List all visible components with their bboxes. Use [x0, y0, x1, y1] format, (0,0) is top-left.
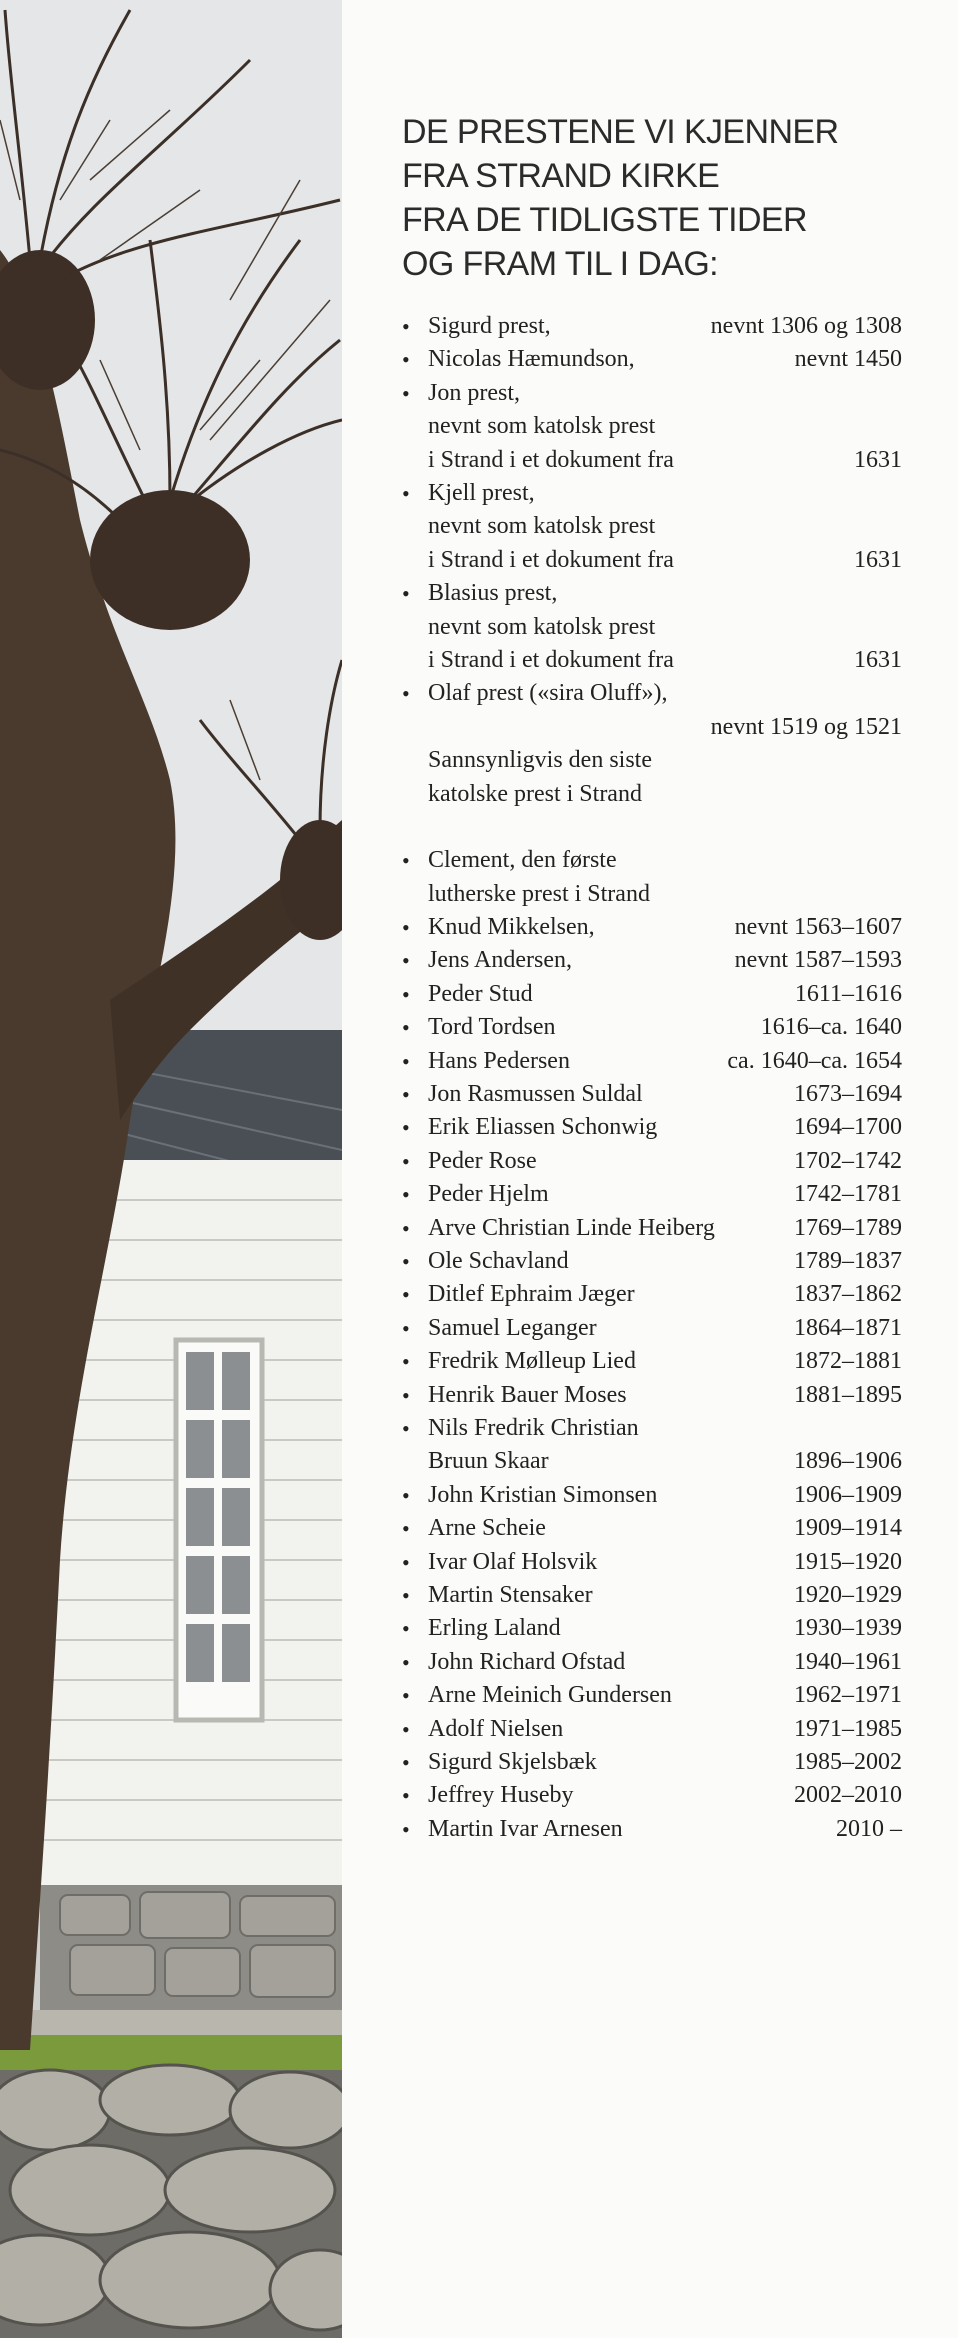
list-item: • Blasius prest, nevnt som katolsk prest i Strand i et dokument fra 1631: [392, 577, 902, 677]
list-item: • Adolf Nielsen 1971–1985: [392, 1713, 902, 1746]
list-item: • Nicolas Hæmundson, nevnt 1450: [392, 343, 902, 376]
list-item: • Olaf prest («sira Oluff»), nevnt 1519 og 1521 Sannsynligvis den siste katolske prest i Strand: [392, 677, 902, 811]
list-item: • Peder Hjelm 1742–1781: [392, 1178, 902, 1211]
list-item: • John Richard Ofstad 1940–1961: [392, 1646, 902, 1679]
priest-list-section: [392, 110, 902, 1846]
list-item: • Peder Stud 1611–1616: [392, 978, 902, 1011]
list-item: • Erik Eliassen Schonwig 1694–1700: [392, 1111, 902, 1144]
list-item: • Fredrik Mølleup Lied 1872–1881: [392, 1345, 902, 1378]
church-photo: [0, 0, 342, 2338]
list-item: • Martin Stensaker 1920–1929: [392, 1579, 902, 1612]
list-item: • Henrik Bauer Moses 1881–1895: [392, 1379, 902, 1412]
list-item: • Arne Meinich Gundersen 1962–1971: [392, 1679, 902, 1712]
list-item: • Samuel Leganger 1864–1871: [392, 1312, 902, 1345]
list-item: • Ditlef Ephraim Jæger 1837–1862: [392, 1278, 902, 1311]
list-item: • Jeffrey Huseby 2002–2010: [392, 1779, 902, 1812]
list-item: • Arne Scheie 1909–1914: [392, 1512, 902, 1545]
list-item: • Hans Pedersen ca. 1640–ca. 1654: [392, 1045, 902, 1078]
list-item: • John Kristian Simonsen 1906–1909: [392, 1479, 902, 1512]
list-item: • Sigurd Skjelsbæk 1985–2002: [392, 1746, 902, 1779]
list-item: • Clement, den første lutherske prest i Strand: [392, 844, 902, 911]
list-item: • Knud Mikkelsen, nevnt 1563–1607: [392, 911, 902, 944]
list-item: • Nils Fredrik Christian Bruun Skaar 1896–1906: [392, 1412, 902, 1479]
list-item: • Kjell prest, nevnt som katolsk prest i Strand i et dokument fra 1631: [392, 477, 902, 577]
catholic-priest-list: [392, 310, 902, 811]
list-item: • Jens Andersen, nevnt 1587–1593: [392, 944, 902, 977]
list-item: • Sigurd prest, nevnt 1306 og 1308: [392, 310, 902, 343]
list-item: • Jon prest, nevnt som katolsk prest i Strand i et dokument fra 1631: [392, 377, 902, 477]
list-item: • Martin Ivar Arnesen 2010 –: [392, 1813, 902, 1846]
page-title: DE PRESTENE VI KJENNER FRA STRAND KIRKE FRA DE TIDLIGSTE TIDER OG FRAM TIL I DAG:: [402, 113, 839, 283]
lutheran-priest-list: [392, 844, 902, 1846]
list-item: • Jon Rasmussen Suldal 1673–1694: [392, 1078, 902, 1111]
list-item: • Arve Christian Linde Heiberg 1769–1789: [392, 1212, 902, 1245]
list-item: • Ole Schavland 1789–1837: [392, 1245, 902, 1278]
list-item: • Peder Rose 1702–1742: [392, 1145, 902, 1178]
list-item: • Tord Tordsen 1616–ca. 1640: [392, 1011, 902, 1044]
list-item: • Erling Laland 1930–1939: [392, 1612, 902, 1645]
list-item: • Ivar Olaf Holsvik 1915–1920: [392, 1546, 902, 1579]
church-and-tree-illustration: [0, 0, 342, 2338]
